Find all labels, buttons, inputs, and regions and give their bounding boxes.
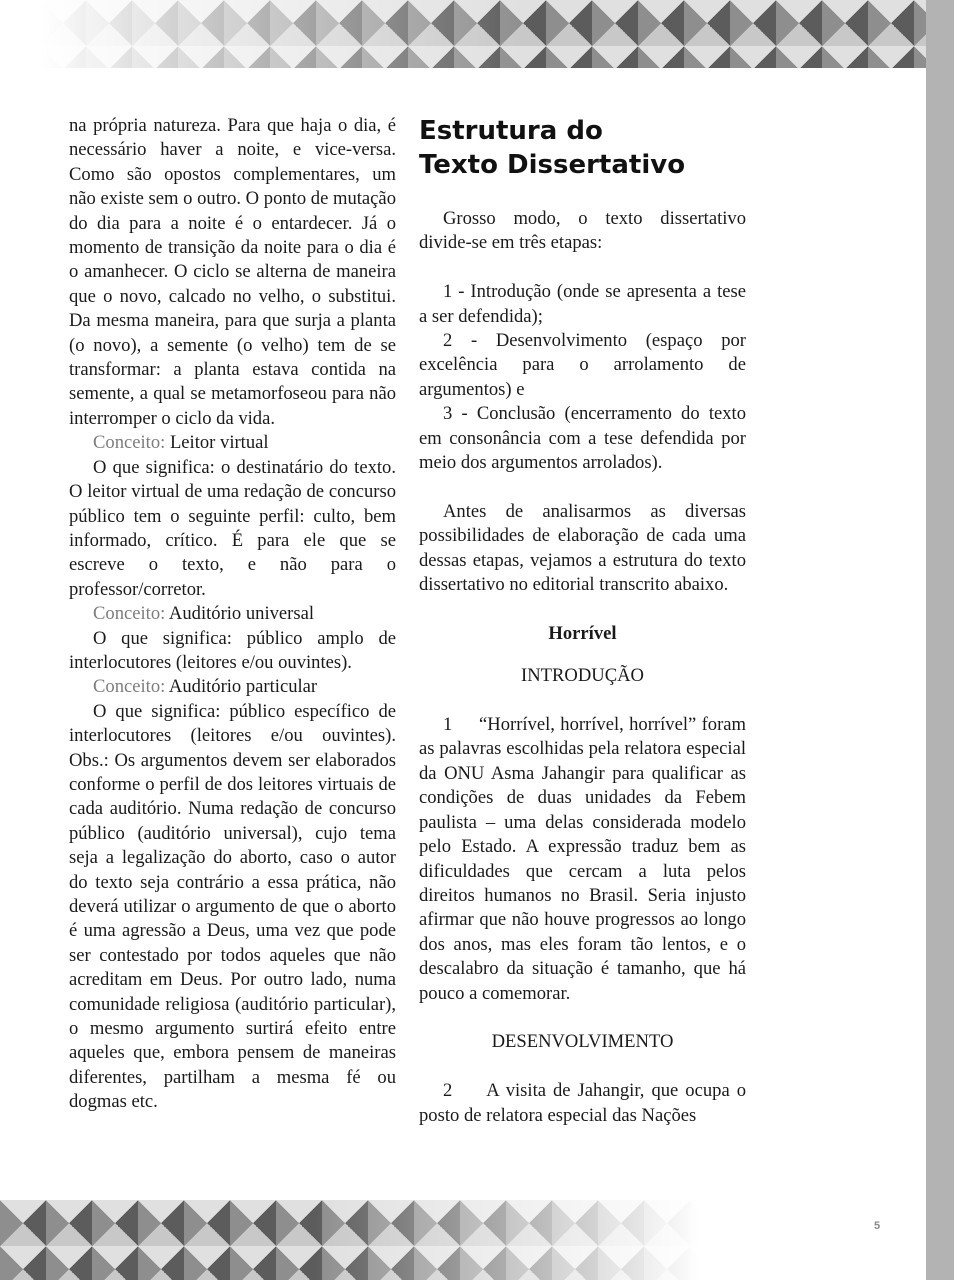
left-column (69, 114, 396, 1115)
right-column (419, 114, 751, 1128)
concept-meaning-2: O que significa: público amplo de interlocutores (leitores e/ou ouvintes). (69, 627, 396, 673)
side-margin-bar (926, 0, 954, 1280)
decorative-top-band (40, 0, 926, 68)
concept-label: Conceito: (93, 432, 166, 454)
section-label-intro: INTRODUÇÃO (521, 665, 644, 687)
editorial-title: Horrível (548, 622, 617, 644)
concept-line-2 (69, 602, 396, 626)
concept-meaning-1: O que significa: o destinatário do texto. O leitor virtual de uma redação de concurso público tem o seguinte perfil: culto, bem informado, crítico. É para ele que se escreve o texto, e não para o professor/corretor. (69, 456, 396, 600)
concept-term: Auditório particular (165, 676, 318, 698)
editorial-paragraph-2: 2 A visita de Jahangir, que ocupa o posto de relatora especial das Nações (419, 1080, 751, 1126)
step-3: 3 - Conclusão (encerramento do texto em consonância com a tese defendida por meio dos argumentos arrolados). (419, 403, 746, 474)
step-2: 2 - Desenvolvimento (espaço por excelência para o arrolamento de argumentos) e (419, 330, 746, 400)
decorative-bottom-band (0, 1200, 700, 1280)
before-paragraph: Antes de analisarmos as diversas possibilidades de elaboração de cada uma dessas etapas, vejamos a estrutura do texto dissertativo no editorial transcrito abaixo. (419, 500, 746, 596)
concept-label: Conceito: (93, 676, 166, 698)
intro-paragraph: Grosso modo, o texto dissertativo divide-se em três etapas: (419, 208, 746, 254)
left-paragraph-1: na própria natureza. Para que haja o dia, é necessário haver a noite, e vice-versa. Como são opostos complementares, um não existe sem o outro. O ponto de mutação do dia para a noite é o entardecer. Já o momento de transição da noite para o dia é o amanhecer. O ciclo se alterna de maneira que o novo, calcado no velho, o substitui. Da mesma maneira, para que surja a planta (o novo), a semente (o velho) tem de se transformar: a planta estava contida na semente, a qual se metamorfoseou para não interromper o ciclo da vida. (69, 115, 396, 429)
heading-line-2: Texto Dissertativo (419, 150, 686, 180)
concept-line-3 (69, 675, 396, 699)
section-heading (419, 114, 746, 182)
concept-label: Conceito: (93, 603, 166, 625)
heading-line-1: Estrutura do (419, 116, 603, 146)
concept-line-1 (69, 431, 396, 455)
page-number: 5 (874, 1220, 881, 1232)
concept-term: Auditório universal (165, 603, 315, 625)
concept-meaning-3: O que significa: público específico de interlocutores (leitores e/ou ouvintes). Obs.: Os argumentos devem ser elaborados conforme o perfil de dos leitores virtuais de cada auditório. Numa redação de concurso público (auditório universal), cujo tema seja a legalização do aborto, caso o autor do texto seja contrário a essa prática, não deverá utilizar o argumento de que o aborto é uma agressão a Deus, uma vez que pode ser contestado por todos aqueles que não acreditam em Deus. Por outro lado, numa comunidade religiosa (auditório particular), o mesmo argumento surtirá efeito entre aqueles que, embora pensem de maneiras diferentes, partilham a mesma fé ou dogmas etc. (69, 700, 396, 1113)
step-1: 1 - Introdução (onde se apresenta a tese a ser defendida); (419, 281, 746, 327)
editorial-paragraph-1: 1 “Horrível, horrível, horrível” foram as palavras escolhidas pela relatora especial da ONU Asma Jahangir para qualificar as condições de duas unidades da Febem paulista – uma delas considerada modelo pelo Estado. A expressão traduz bem as dificuldades que cercam a luta pelos direitos humanos no Brasil. Seria injusto afirmar que não houve progressos ao longo dos anos, mas eles foram tão lentos, e o descalabro da situação é tamanho, que há pouco a comemorar. (419, 714, 751, 1004)
section-label-development: DESENVOLVIMENTO (491, 1031, 674, 1053)
concept-term: Leitor virtual (165, 432, 269, 454)
